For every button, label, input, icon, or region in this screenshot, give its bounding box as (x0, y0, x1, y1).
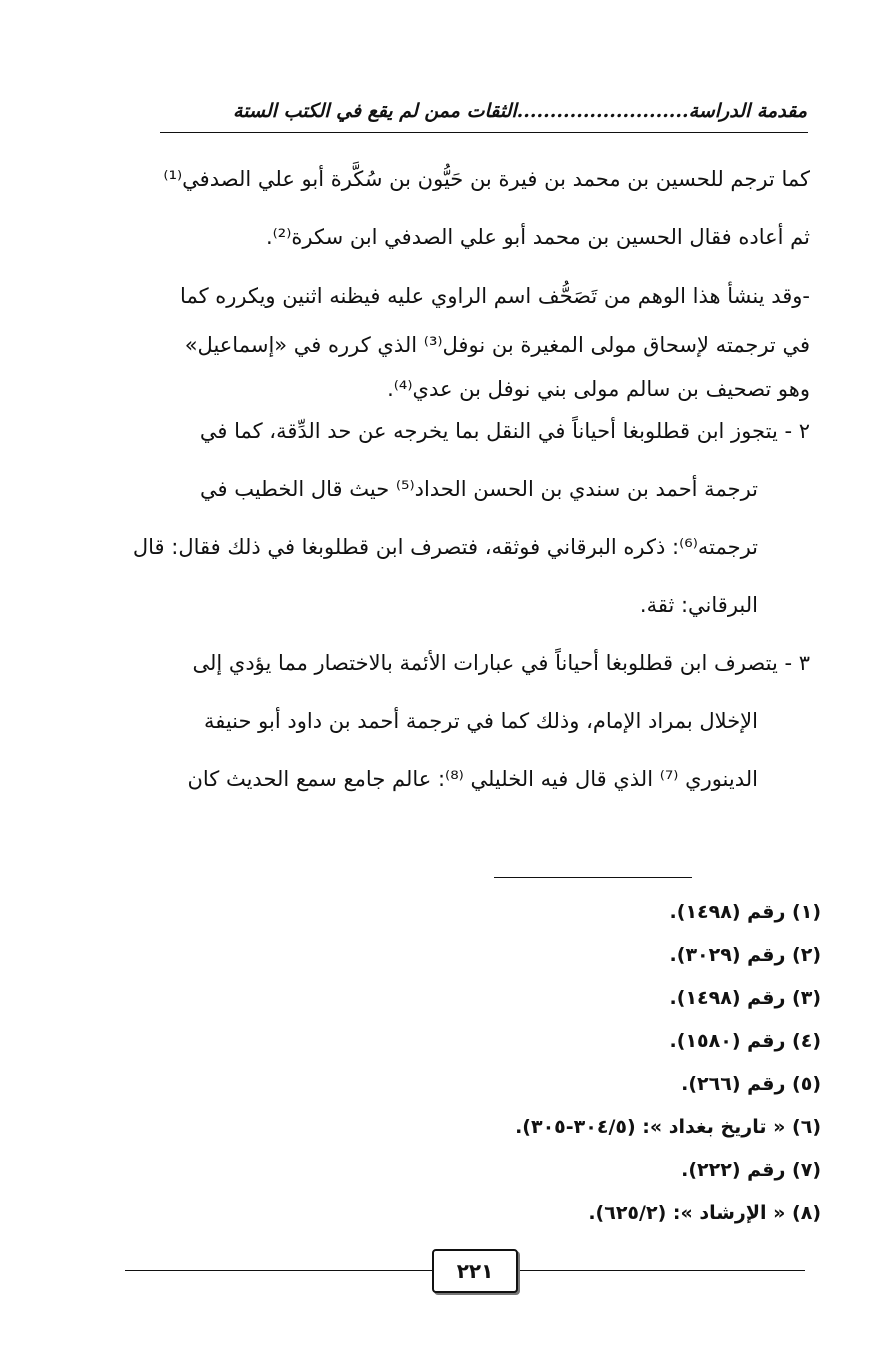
main-text (125, 150, 810, 808)
text-line: ٣ - يتصرف ابن قطلوبغا أحياناً في عبارات الأئمة بالاختصار مما يؤدي إلى (192, 651, 810, 675)
text-line: كما ترجم للحسين بن محمد بن فيرة بن حَيُّون بن سُكَّرة أبو علي الصدفي⁽¹⁾ (163, 167, 810, 191)
text-line: الإخلال بمراد الإمام، وذلك كما في ترجمة أحمد بن داود أبو حنيفة (203, 709, 758, 733)
footnote-divider (494, 877, 692, 878)
text-line: ترجمة أحمد بن سندي بن الحسن الحداد⁽⁵⁾ حيث قال الخطيب في (200, 477, 758, 501)
paragraph-2 (125, 272, 810, 408)
footnote-item: (١) رقم (١٤٩٨). (669, 901, 821, 923)
footnote-item: (٦) « تاريخ بغداد »: (٣٠٤/٥-٣٠٥). (515, 1116, 821, 1138)
footnote-item: (٧) رقم (٢٢٢). (681, 1159, 821, 1181)
page-number: ٢٢١ (456, 1259, 494, 1283)
footnotes (401, 895, 821, 1239)
footnote-item: (٢) رقم (٣٠٢٩). (669, 944, 821, 966)
text-line: ترجمته⁽⁶⁾: ذكره البرقاني فوثقه، فتصرف ابن قطلوبغا في ذلك فقال: قال (132, 535, 758, 559)
text-line: ٢ - يتجوز ابن قطلوبغا أحياناً في النقل بما يخرجه عن حد الدِّقة، كما في (199, 419, 810, 443)
paragraph-4 (125, 634, 810, 808)
paragraph-3 (125, 402, 810, 634)
text-line: وهو تصحيف بن سالم مولى بني نوفل بن عدي⁽⁴⁾. (387, 377, 810, 401)
header-divider (160, 132, 808, 133)
running-header: مقدمة الدراسة..........................الثقات ممن لم يقع في الكتب الستة (233, 100, 807, 122)
text-line: -وقد ينشأ هذا الوهم من تَصَحُّف اسم الراوي عليه فيظنه اثنين ويكرره كما (180, 284, 810, 308)
page-number-frame (432, 1249, 518, 1293)
text-line: في ترجمته لإسحاق مولى المغيرة بن نوفل⁽³⁾ الذي كرره في «إسماعيل» (184, 333, 810, 357)
footnote-item: (٣) رقم (١٤٩٨). (669, 987, 821, 1009)
footnote-item: (٨) « الإرشاد »: (٦٢٥/٢). (588, 1202, 821, 1224)
text-line: ثم أعاده فقال الحسين بن محمد أبو علي الصدفي ابن سكرة⁽²⁾. (265, 225, 810, 249)
footnote-item: (٥) رقم (٢٦٦). (681, 1073, 821, 1095)
paragraph-1 (125, 150, 810, 266)
text-line: الدينوري ⁽⁷⁾ الذي قال فيه الخليلي ⁽⁸⁾: عالم جامع سمع الحديث كان (187, 767, 758, 791)
footnote-item: (٤) رقم (١٥٨٠). (669, 1030, 821, 1052)
text-line: البرقاني: ثقة. (639, 593, 758, 617)
